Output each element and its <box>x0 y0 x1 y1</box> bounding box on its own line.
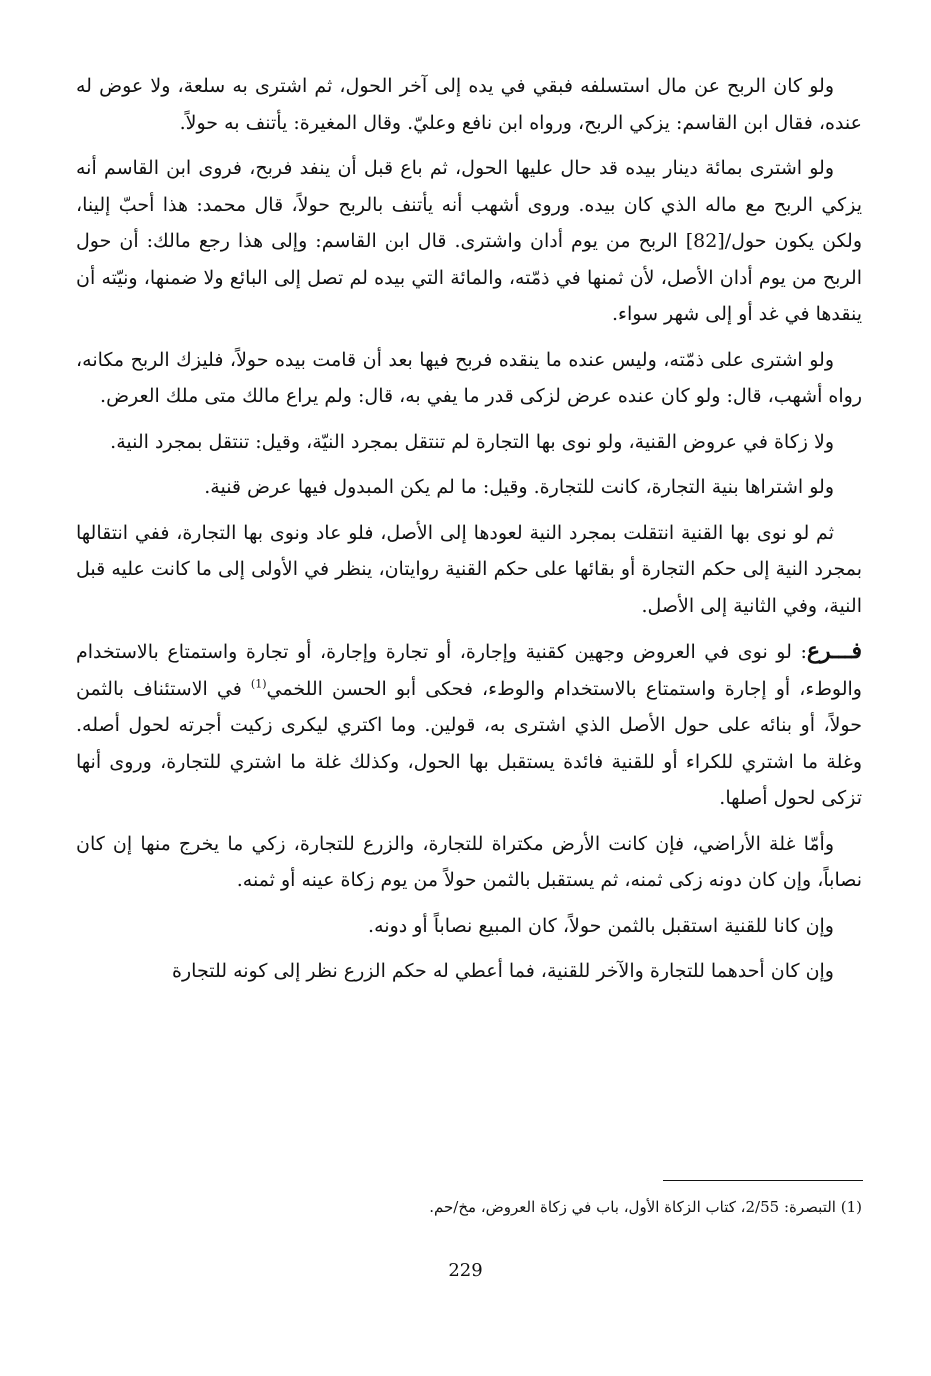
footnote-reference: (1) <box>250 677 267 691</box>
paragraph: ولو اشترى بمائة دينار بيده قد حال عليها الحول، ثم باع قبل أن ينفد فربح، فروى ابن القاسم أنه يزكي الربح مع ماله الذي كان بيده. وروى أشهب أنه يأتنف بالربح حولاً، قال محمد: هذا أحبّ إلينا، ولكن يكون حول/[82] الربح من يوم أدان واشترى. قال ابن القاسم: وإلى هذا رجع مالك: أن حول الربح من يوم أدان الأصل، لأن ثمنها في ذمّته، والمائة التي بيده لم تصل إلى البائع ولا ضمنها، ونيّته أن ينقدها في غد أو إلى شهر سواء. <box>76 157 863 325</box>
far-paragraph <box>76 633 862 817</box>
page-number: 229 <box>448 1260 483 1281</box>
far-heading: فـــرع <box>806 638 862 664</box>
paragraph: ولا زكاة في عروض القنية، ولو نوى بها التجارة لم تنتقل بمجرد النيّة، وقيل: تنتقل بمجرد النية. <box>110 430 834 453</box>
main-text <box>76 68 862 999</box>
paragraph: ولو كان الربح عن مال استسلفه فبقي في يده إلى آخر الحول، ثم اشترى به سلعة، ولا عوض له عنده، فقال ابن القاسم: يزكي الربح، ورواه ابن نافع وعليّ. وقال المغيرة: يأتنف به حولاً. <box>76 75 862 134</box>
paragraph: ولو اشتراها بنية التجارة، كانت للتجارة. وقيل: ما لم يكن المبدول فيها عرض قنية. <box>204 476 834 498</box>
paragraph: ولو اشترى على ذمّته، وليس عنده ما ينقده فربح فيها بعد أن قامت بيده حولاً، فليزك الربح مكانه، رواه أشهب، قال: ولو كان عنده عرض لزكى قدر ما يفي به، قال: ولم يراع مالك متى ملك العرض. <box>76 348 862 407</box>
far-text-part1: : لو نوى في العروض وجهين كقنية وإجارة، أو تجارة وإجارة، أو تجارة واستمتاع بالاستخدام والوطء، أو إجارة واستمتاع بالاستخدام والوطء، فحكى أبو الحسن اللخمي <box>76 641 862 700</box>
footnote-divider <box>663 1180 863 1181</box>
paragraph: ثم لو نوى بها القنية انتقلت بمجرد النية لعودها إلى الأصل، فلو عاد ونوى بها التجارة، ففي انتقالها بمجرد النية إلى حكم التجارة أو بقائها على حكم القنية روايتان، ينظر في الأولى إلى ما كانت عليه قبل النية، وفي الثانية إلى الأصل. <box>76 521 862 617</box>
footnote: (1) التبصرة: 2/55، كتاب الزكاة الأول، باب في زكاة العروض، مخ/حم. <box>429 1198 862 1216</box>
paragraph: وأمّا غلة الأراضي، فإن كانت الأرض مكتراة للتجارة، والزرع للتجارة، زكي ما يخرج منها إن كان نصاباً، وإن كان دونه زكى ثمنه، ثم يستقبل بالثمن حولاً من يوم زكاة عينه أو ثمنه. <box>76 832 862 891</box>
paragraph: وإن كان أحدهما للتجارة والآخر للقنية، فما أعطي له حكم الزرع نظر إلى كونه للتجارة <box>172 960 834 982</box>
far-text-part2: في الاستئناف بالثمن حولاً، أو بنائه على حول الأصل الذي اشترى به، قولين. وما اكتري ليكرى زكيت أجرته لحول أصله. وغلة ما اشتري للكراء أو للقنية فائدة يستقبل بها الحول، وكذلك غلة ما اشتري للتجارة، وروى أنها تزكى لحول أصلها. <box>76 677 862 809</box>
paragraph: وإن كانا للقنية استقبل بالثمن حولاً، كان المبيع نصاباً أو دونه. <box>368 914 834 937</box>
